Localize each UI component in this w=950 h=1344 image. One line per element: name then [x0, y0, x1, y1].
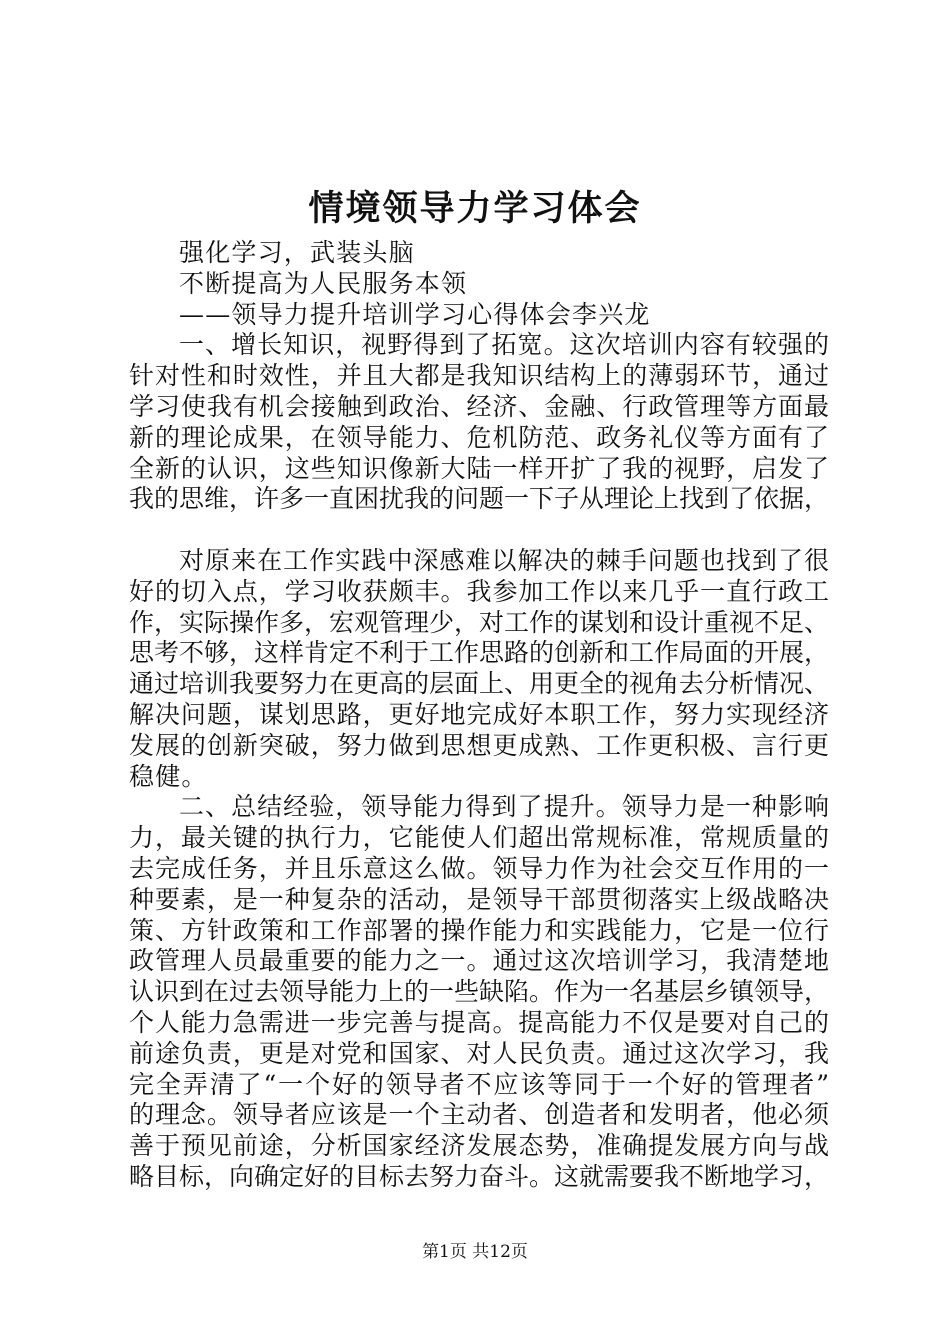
- paragraph-line: 去完成任务，并且乐意这么做。领导力作为社会交互作用的一: [129, 853, 829, 883]
- subtitle-block: [129, 238, 829, 330]
- paragraph-line: 学习使我有机会接触到政治、经济、金融、行政管理等方面最: [129, 391, 829, 421]
- paragraph-line: 策、方针政策和工作部署的操作能力和实践能力，它是一位行: [129, 915, 829, 945]
- paragraph-line: 二、总结经验，领导能力得到了提升。领导力是一种影响: [179, 792, 829, 822]
- subtitle-line: 强化学习，武装头脑: [179, 238, 415, 267]
- paragraph-line: 通过培训我要努力在更高的层面上、用更全的视角去分析情况、: [129, 669, 830, 699]
- paragraph-1: [129, 330, 829, 515]
- paragraph-line: 我的思维，许多一直困扰我的问题一下子从理论上找到了依据，: [129, 484, 830, 514]
- paragraph-line: 解决问题，谋划思路，更好地完成好本职工作，努力实现经济: [129, 699, 829, 729]
- paragraph-line: 一、增长知识，视野得到了拓宽。这次培训内容有较强的: [179, 330, 829, 360]
- paragraph-line: 新的理论成果，在领导能力、危机防范、政务礼仪等方面有了: [129, 422, 829, 452]
- paragraph-2: [129, 546, 829, 792]
- page-footer: 第1页 共12页: [422, 1242, 528, 1262]
- paragraph-line: 完全弄清了“一个好的领导者不应该等同于一个好的管理者”: [129, 1069, 829, 1099]
- paragraph-line: 好的切入点，学习收获颇丰。我参加工作以来几乎一直行政工: [129, 576, 829, 606]
- paragraph-line: 发展的创新突破，努力做到思想更成熟、工作更积极、言行更: [129, 730, 829, 760]
- paragraph-line: 力，最关键的执行力，它能使人们超出常规标准，常规质量的: [129, 823, 829, 853]
- document-title: 情境领导力学习体会: [308, 188, 642, 229]
- subtitle-line: ——领导力提升培训学习心得体会李兴龙: [179, 299, 651, 329]
- paragraph-3: [129, 792, 829, 1192]
- paragraph-line: 作，实际操作多，宏观管理少，对工作的谋划和设计重视不足、: [129, 607, 830, 637]
- paragraph-line: 稳健。: [129, 761, 208, 791]
- paragraph-line: 政管理人员最重要的能力之一。通过这次培训学习，我清楚地: [129, 946, 829, 976]
- paragraph-line: 善于预见前途，分析国家经济发展态势，准确提发展方向与战: [129, 1131, 829, 1161]
- paragraph-line: 略目标，向确定好的目标去努力奋斗。这就需要我不断地学习，: [129, 1161, 830, 1191]
- document-body: [129, 238, 829, 1193]
- paragraph-line: 个人能力急需进一步完善与提高。提高能力不仅是要对自己的: [129, 1007, 829, 1037]
- paragraph-line: 前途负责，更是对党和国家、对人民负责。通过这次学习，我: [129, 1038, 829, 1068]
- paragraph-line: 思考不够，这样肯定不利于工作思路的创新和工作局面的开展，: [129, 638, 830, 668]
- paragraph-line: 认识到在过去领导能力上的一些缺陷。作为一名基层乡镇领导，: [129, 977, 830, 1007]
- paragraph-line: 针对性和时效性，并且大都是我知识结构上的薄弱环节，通过: [129, 361, 829, 391]
- paragraph-line: 种要素，是一种复杂的活动，是领导干部贯彻落实上级战略决: [129, 884, 829, 914]
- paragraph-gap: [129, 515, 829, 546]
- paragraph-line: 的理念。领导者应该是一个主动者、创造者和发明者，他必须: [129, 1100, 829, 1130]
- subtitle-line: 不断提高为人民服务本领: [179, 268, 468, 298]
- paragraph-line: 全新的认识，这些知识像新大陆一样开扩了我的视野，启发了: [129, 453, 829, 483]
- paragraph-line: 对原来在工作实践中深感难以解决的棘手问题也找到了很: [179, 545, 829, 575]
